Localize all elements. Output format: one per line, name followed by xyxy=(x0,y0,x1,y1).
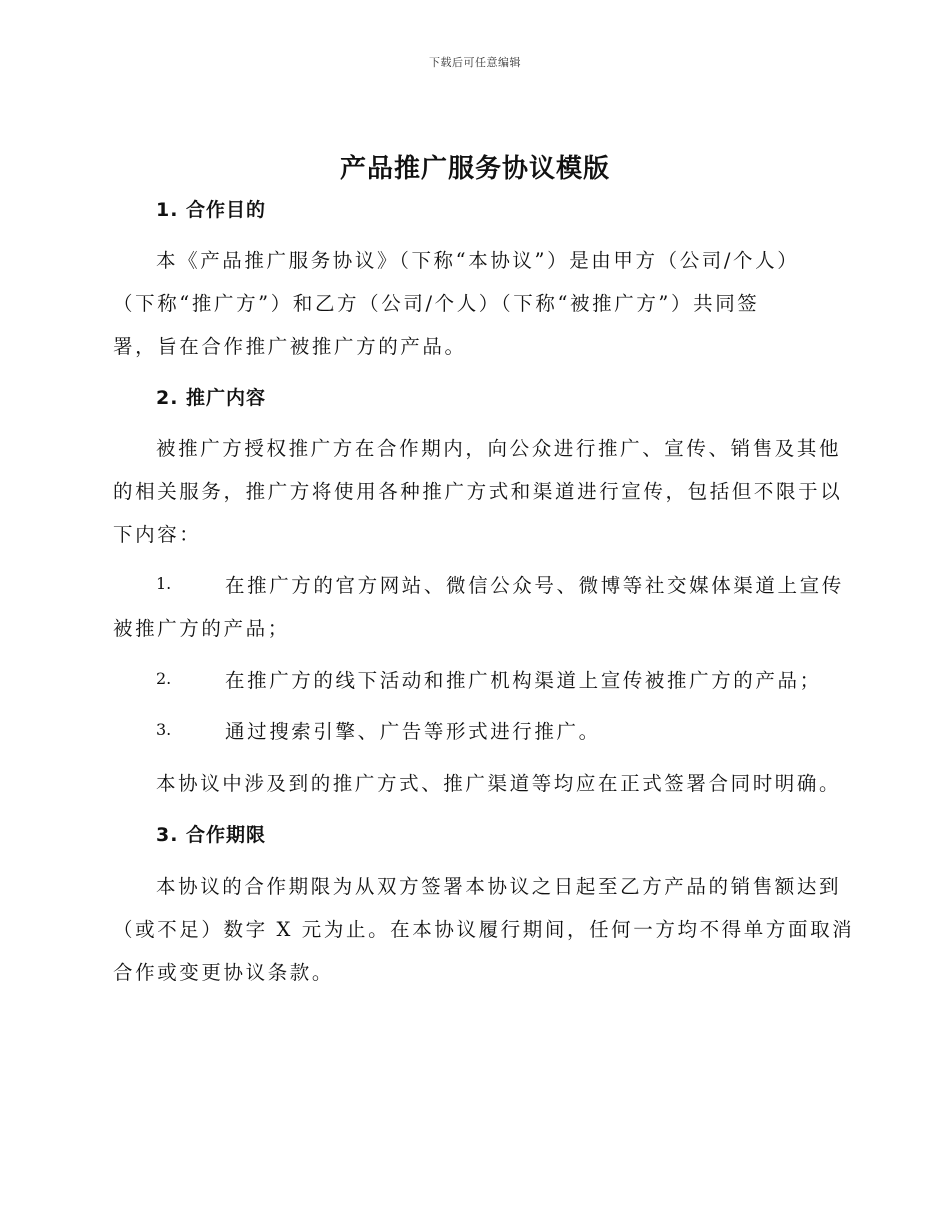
paragraph-line: 被推广方授权推广方在合作期内，向公众进行推广、宣传、销售及其他 xyxy=(156,437,842,460)
list-item-number: 2. xyxy=(156,669,172,688)
paragraph-line: 下内容： xyxy=(113,523,202,546)
page-header: 下载后可任意编辑 xyxy=(429,56,521,69)
list-item-text: 在推广方的线下活动和推广机构渠道上宣传被推广方的产品； xyxy=(225,669,822,692)
list-item-continuation: 被推广方的产品； xyxy=(113,617,290,640)
paragraph-line: 署，旨在合作推广被推广方的产品。 xyxy=(113,335,467,358)
paragraph-line: 本《产品推广服务协议》（下称“本协议”）是由甲方（公司/个人） xyxy=(156,249,800,272)
document-title: 产品推广服务协议模版 xyxy=(339,154,610,184)
section-heading-2: 2. 推广内容 xyxy=(156,387,267,409)
paragraph-line: 本协议的合作期限为从双方签署本协议之日起至乙方产品的销售额达到 xyxy=(156,875,842,898)
section-heading-1: 1. 合作目的 xyxy=(156,199,267,221)
list-item-number: 3. xyxy=(156,720,172,739)
paragraph-line: 合作或变更协议条款。 xyxy=(113,961,335,984)
section-heading-3: 3. 合作期限 xyxy=(156,824,267,846)
paragraph-line: 本协议中涉及到的推广方式、推广渠道等均应在正式签署合同时明确。 xyxy=(156,772,842,795)
list-item-number: 1. xyxy=(156,574,172,593)
list-item-text: 在推广方的官方网站、微信公众号、微博等社交媒体渠道上宣传 xyxy=(225,574,844,597)
list-item-text: 通过搜索引擎、广告等形式进行推广。 xyxy=(225,720,601,743)
paragraph-line: 的相关服务，推广方将使用各种推广方式和渠道进行宣传，包括但不限于以 xyxy=(113,480,843,503)
paragraph-line: （或不足）数字 X 元为止。在本协议履行期间，任何一方均不得单方面取消 xyxy=(113,918,855,941)
paragraph-line: （下称“推广方”）和乙方（公司/个人）（下称“被推广方”）共同签 xyxy=(113,292,760,315)
